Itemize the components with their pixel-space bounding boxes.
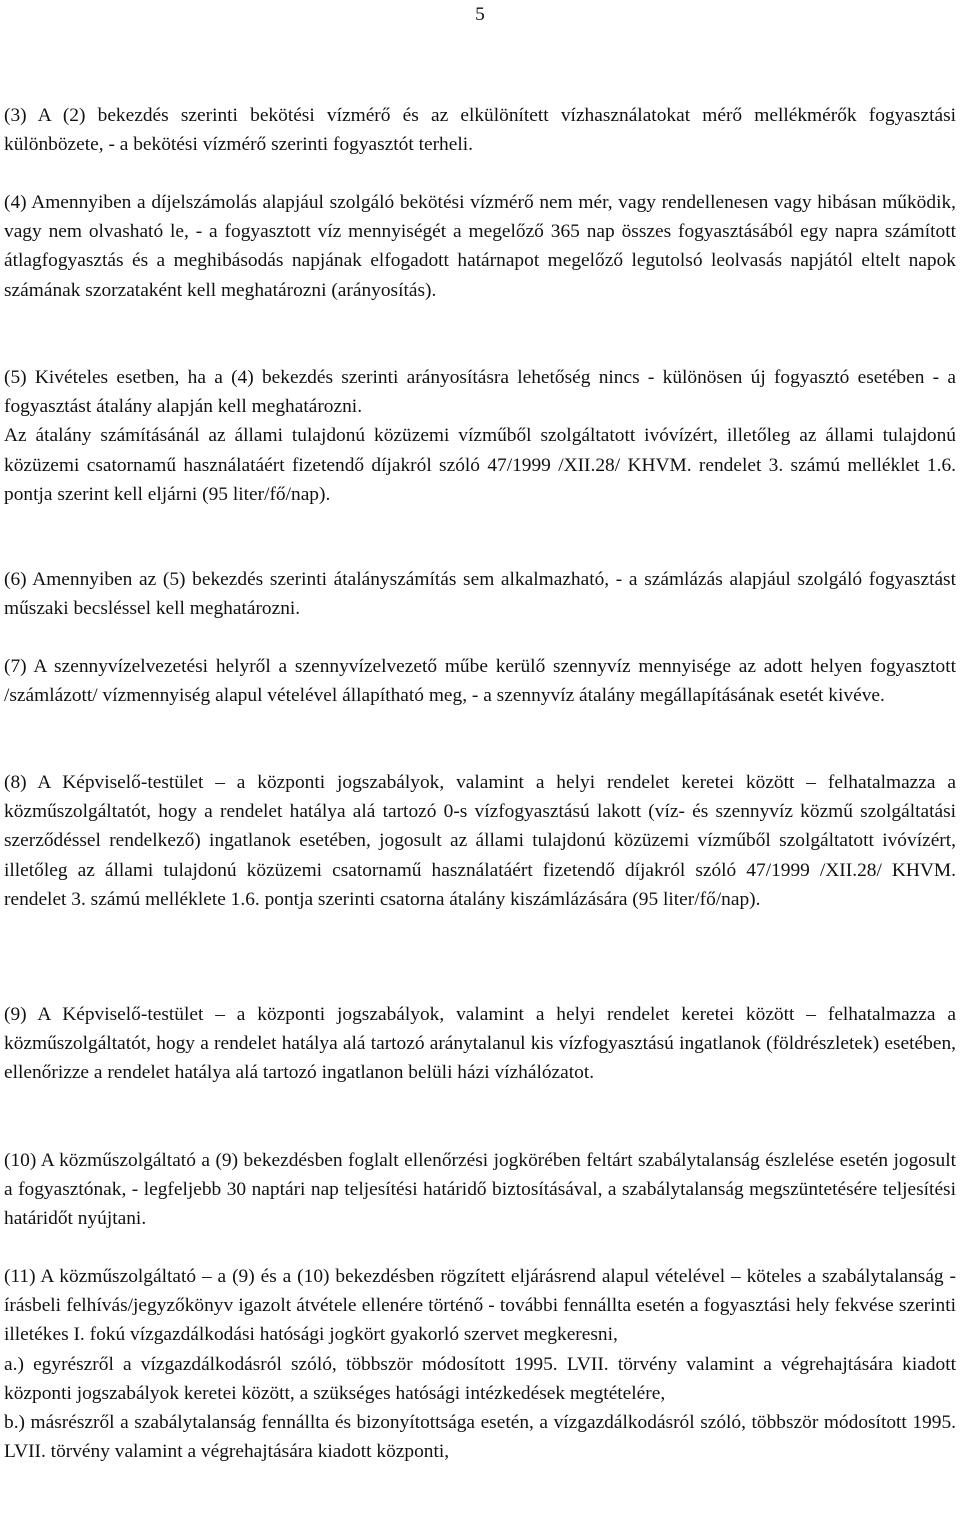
paragraph-4 xyxy=(4,188,956,327)
paragraph-8 xyxy=(4,768,956,937)
paragraph-5 xyxy=(4,363,956,532)
paragraph-7 xyxy=(4,652,956,733)
paragraph-text: (8) A Képviselő-testület – a központi jogszabályok, valamint a helyi rendelet keretei között – felhatalmazza a közműszolgáltatót, hogy a rendelet hatálya alá tartozó 0-s vízfogyasztású lakott (víz- és szennyvíz közmű szolgáltatási szerződéssel rendelkező) ingatlanok esetében, jogosult az állami tulajdonú közüzemi vízműből szolgáltatott ivóvízért, illetőleg az állami tulajdonú közüzemi csatornamű használatáért fizetendő díjakról szóló 47/1999 /XII.28/ KHVM. rendelet 3. számú melléklete 1.6. pontja szerinti csatorna átalány kiszámlázására (95 liter/fő/nap). xyxy=(4,772,956,910)
paragraph-text: (9) A Képviselő-testület – a központi jogszabályok, valamint a helyi rendelet keretei között – felhatalmazza a közműszolgáltatót, hogy a rendelet hatálya alá tartozó aránytalanul kis vízfogyasztású ingatlanok (földrészletek) esetében, ellenőrizze a rendelet hatálya alá tartozó ingatlanon belüli házi vízhálózatot. xyxy=(4,1004,956,1084)
paragraph-text: (5) Kivételes esetben, ha a (4) bekezdés szerinti arányosításra lehetőség nincs - különösen új fogyasztó esetében - a fogyasztást átalány alapján kell meghatározni. xyxy=(4,367,956,418)
paragraph-text: (6) Amennyiben az (5) bekezdés szerinti átalányszámítás sem alkalmazható, - a számlázás alapjául szolgáló fogyasztást műszaki becsléssel kell meghatározni. xyxy=(4,569,956,620)
list-item-b: b.) másrészről a szabálytalanság fennállta és bizonyítottsága esetén, a vízgazdálkodásról szóló, többször módosított 1995. LVII. törvény valamint a végrehajtására kiadott központi, xyxy=(4,1412,956,1463)
paragraph-10 xyxy=(4,1146,956,1256)
paragraph-6 xyxy=(4,565,956,646)
paragraph-9 xyxy=(4,1000,956,1110)
page-number: 5 xyxy=(475,4,485,25)
paragraph-text: (7) A szennyvízelvezetési helyről a szennyvízelvezető műbe kerülő szennyvíz mennyisége az adott helyen fogyasztott /számlázott/ vízmennyiség alapul vételével állapítható meg, - a szennyvíz átalány megállapításának esetét kivéve. xyxy=(4,656,956,707)
paragraph-3 xyxy=(4,101,956,182)
paragraph-text: (10) A közműszolgáltató a (9) bekezdésben foglalt ellenőrzési jogkörében feltárt szabálytalanság észlelése esetén jogosult a fogyasztónak, - legfeljebb 30 naptári nap teljesítési határidő biztosításával, a szabálytalanság megszüntetésére teljesítési határidőt nyújtani. xyxy=(4,1150,956,1230)
paragraph-text-continued: Az átalány számításánál az állami tulajdonú közüzemi vízműből szolgáltatott ivóvízért, illetőleg az állami tulajdonú közüzemi csatornamű használatáért fizetendő díjakról szóló 47/1999 /XII.28/ KHVM. rendelet 3. számú melléklet 1.6. pontja szerint kell eljárni (95 liter/fő/nap). xyxy=(4,425,956,505)
paragraph-text: (3) A (2) bekezdés szerinti bekötési vízmérő és az elkülönített vízhasználatokat mérő mellékmérők fogyasztási különbözete, - a bekötési vízmérő szerinti fogyasztót terheli. xyxy=(4,105,956,156)
paragraph-text: (11) A közműszolgáltató – a (9) és a (10) bekezdésben rögzített eljárásrend alapul vételével – köteles a szabálytalanság - írásbeli felhívás/jegyzőkönyv igazolt átvétele ellenére történő - további fennállta esetén a fogyasztási hely fekvése szerinti illetékes I. fokú vízgazdálkodási hatósági jogkört gyakorló szervet megkeresni, xyxy=(4,1266,956,1346)
paragraph-11 xyxy=(4,1262,956,1466)
paragraph-text: (4) Amennyiben a díjelszámolás alapjául szolgáló bekötési vízmérő nem mér, vagy rendellenesen vagy hibásan működik, vagy nem olvasható le, - a fogyasztott víz mennyiségét a megelőző 365 nap összes fogyasztásából egy napra számított átlagfogyasztás és a meghibásodás napjának elfogadott határnapot megelőző legutolsó leolvasás napjától eltelt napok számának szorzataként kell meghatározni (arányosítás). xyxy=(4,192,956,301)
list-item-a: a.) egyrészről a vízgazdálkodásról szóló, többször módosított 1995. LVII. törvény valamint a végrehajtására kiadott központi jogszabályok keretei között, a szükséges hatósági intézkedések megtételére, xyxy=(4,1353,956,1404)
